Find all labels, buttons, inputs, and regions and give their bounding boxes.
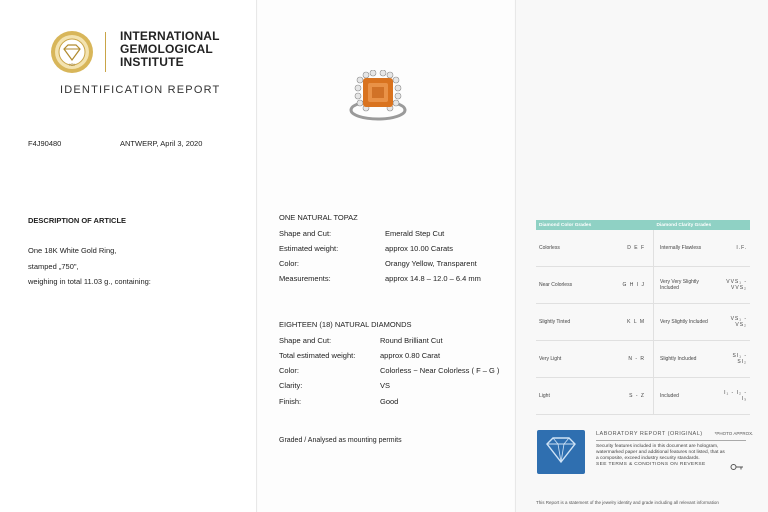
lab-report-rule	[596, 440, 746, 441]
article-line1: One 18K White Gold Ring,	[28, 246, 117, 255]
security-line4: SEE TERMS & CONDITIONS ON REVERSE	[596, 462, 706, 467]
institute-name	[120, 30, 220, 69]
grade-row	[536, 378, 750, 415]
fold-line-left	[256, 0, 257, 512]
diamonds-label-1: Total estimated weight:	[279, 351, 356, 360]
diamonds-value-2: Colorless ~ Near Colorless ( F – G )	[380, 366, 500, 375]
color-grade-name: Light	[536, 378, 602, 415]
security-line2: watermarked paper and additional features not listed, that as	[596, 450, 725, 455]
diamonds-value-0: Round Brilliant Cut	[380, 336, 443, 345]
clarity-grade-name: Included	[654, 378, 722, 415]
clarity-grade-name: Very Very Slightly Included	[654, 267, 722, 304]
logo-divider	[105, 32, 106, 72]
topaz-value-3: approx 14.8 – 12.0 – 6.4 mm	[385, 274, 481, 283]
diamonds-heading: EIGHTEEN (18) NATURAL DIAMONDS	[279, 320, 412, 329]
color-grades-header: Diamond Color Grades	[536, 220, 654, 230]
topaz-label-2: Color:	[279, 259, 300, 268]
hologram-seal-icon	[537, 430, 585, 474]
diamonds-label-2: Color:	[279, 366, 300, 375]
topaz-label-0: Shape and Cut:	[279, 229, 332, 238]
grade-row	[536, 341, 750, 378]
color-grade-code: S - Z	[602, 378, 654, 415]
report-title: IDENTIFICATION REPORT	[60, 84, 221, 96]
diamonds-value-3: VS	[380, 381, 391, 390]
color-grade-code: D E F	[602, 230, 654, 267]
article-line2: stamped „750",	[28, 262, 79, 271]
article-line3: weighing in total 11.03 g., containing:	[28, 277, 151, 286]
topaz-label-1: Estimated weight:	[279, 244, 339, 253]
institute-name-line2: GEMOLOGICAL	[120, 42, 213, 56]
security-line3: a composite, exceed industry security standards.	[596, 456, 700, 461]
diamonds-value-4: Good	[380, 397, 399, 406]
footer-statement: This Report is a statement of the jewelry identity and grade including all relevant information	[536, 500, 719, 505]
topaz-value-2: Orangy Yellow, Transparent	[385, 259, 477, 268]
grade-row	[536, 230, 750, 267]
clarity-grade-code: I.F.	[721, 230, 750, 267]
security-text	[596, 444, 746, 468]
clarity-grade-code: SI₁ - SI₂	[721, 341, 750, 378]
clarity-grade-name: Internally Flawless	[654, 230, 722, 267]
color-grade-name: Colorless	[536, 230, 602, 267]
color-grade-name: Very Light	[536, 341, 602, 378]
fold-line-right	[515, 0, 516, 512]
clarity-grade-code: VVS₁ - VVS₂	[721, 267, 750, 304]
ring-photo	[348, 70, 408, 122]
graded-note: Graded / Analysed as mounting permits	[279, 437, 402, 444]
security-line1: Security features included in this document are hologram,	[596, 444, 719, 449]
topaz-value-1: approx 10.00 Carats	[385, 244, 453, 253]
clarity-grade-code: I₁ - I₂ - I₃	[721, 378, 750, 415]
clarity-grade-code: VS₁ - VS₂	[721, 304, 750, 341]
key-icon	[730, 458, 744, 476]
color-grade-code: N - R	[602, 341, 654, 378]
topaz-value-0: Emerald Step Cut	[385, 229, 445, 238]
diamonds-label-4: Finish:	[279, 397, 302, 406]
article-heading: DESCRIPTION OF ARTICLE	[28, 216, 127, 225]
report-number: F4J90480	[28, 139, 62, 148]
clarity-grade-name: Very Slightly Included	[654, 304, 722, 341]
grades-header-row	[536, 220, 750, 230]
institute-name-line3: INSTITUTE	[120, 55, 184, 69]
grade-row	[536, 267, 750, 304]
clarity-grade-name: Slightly Included	[654, 341, 722, 378]
diamonds-value-1: approx 0.80 Carat	[380, 351, 441, 360]
grades-table	[536, 220, 750, 415]
color-grade-code: K L M	[602, 304, 654, 341]
color-grade-code: G H I J	[602, 267, 654, 304]
photo-approx-tag: *PHOTO APPROX.	[714, 431, 754, 436]
left-panel	[0, 0, 256, 512]
grade-row	[536, 304, 750, 341]
clarity-grades-header: Diamond Clarity Grades	[654, 220, 751, 230]
place-date: ANTWERP, April 3, 2020	[120, 139, 203, 148]
topaz-label-3: Measurements:	[279, 274, 331, 283]
lab-report-title-row	[596, 431, 753, 437]
diamonds-label-0: Shape and Cut:	[279, 336, 332, 345]
topaz-heading: ONE NATURAL TOPAZ	[279, 213, 358, 222]
lab-report-title: LABORATORY REPORT (ORIGINAL)	[596, 431, 703, 437]
institute-name-line1: INTERNATIONAL	[120, 29, 220, 43]
diamonds-label-3: Clarity:	[279, 381, 303, 390]
color-grade-name: Near Colorless	[536, 267, 602, 304]
seal-text: IGI	[69, 62, 75, 67]
color-grade-name: Slightly Tinted	[536, 304, 602, 341]
igi-logo-icon	[50, 30, 94, 74]
